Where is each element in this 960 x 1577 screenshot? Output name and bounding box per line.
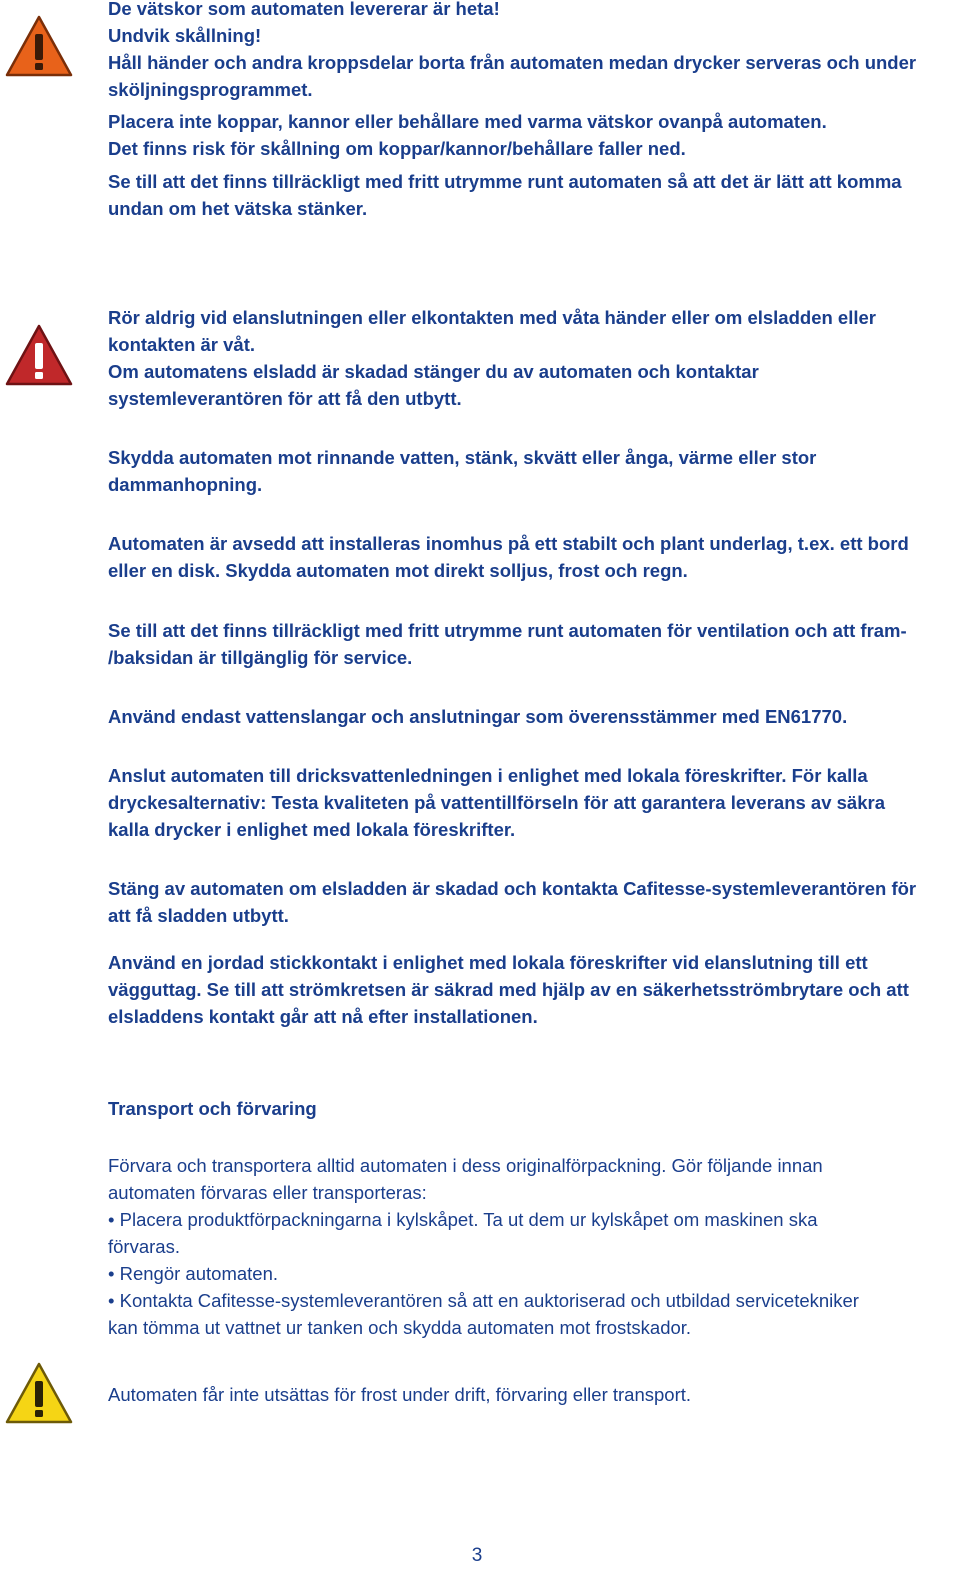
text-line: förvaras. — [108, 1236, 180, 1257]
text-line: dryckesalternativ: Testa kvaliteten på vattentillförseln för att garantera leverans av säkra — [108, 792, 885, 813]
text-line: att få sladden utbytt. — [108, 905, 289, 926]
text-line: Se till att det finns tillräckligt med fritt utrymme runt automaten så att det är lätt att komma — [108, 171, 902, 192]
protect-paragraph — [108, 444, 956, 498]
hoses-paragraph — [108, 703, 956, 730]
cord-paragraph — [108, 875, 956, 929]
electrical-warning — [108, 304, 956, 412]
text-line: Använd endast vattenslangar och anslutningar som överensstämmer med EN61770. — [108, 706, 848, 727]
list-item: • Kontakta Cafitesse-systemleverantören så att en auktoriserad och utbildad servicetekniker — [108, 1290, 859, 1311]
text-line: Det finns risk för skållning om koppar/kannor/behållare faller ned. — [108, 138, 686, 159]
text-line: automaten förvaras eller transporteras: — [108, 1182, 427, 1203]
text-line: kalla drycker i enlighet med lokala föreskrifter. — [108, 819, 516, 840]
text-line: sköljningsprogrammet. — [108, 79, 313, 100]
install-paragraph — [108, 530, 956, 584]
text-line: eller en disk. Skydda automaten mot direkt solljus, frost och regn. — [108, 560, 688, 581]
text-line: Placera inte koppar, kannor eller behållare med varma vätskor ovanpå automaten. — [108, 111, 827, 132]
text-line: Om automatens elsladd är skadad stänger du av automaten och kontaktar — [108, 361, 759, 382]
section-heading — [108, 1095, 956, 1122]
text-line: Se till att det finns tillräckligt med fritt utrymme runt automaten för ventilation och att fram- — [108, 620, 907, 641]
frost-warning — [108, 1381, 956, 1408]
text-line: Automaten får inte utsättas för frost under drift, förvaring eller transport. — [108, 1384, 692, 1405]
text-line: elsladdens kontakt går att nå efter installationen. — [108, 1006, 538, 1027]
hot-liquid-warning — [108, 0, 956, 103]
ventilation-paragraph — [108, 617, 956, 671]
text-line: systemleverantören för att få den utbytt. — [108, 388, 462, 409]
text-line: undan om het vätska stänker. — [108, 198, 368, 219]
text-line: kontakten är våt. — [108, 334, 256, 355]
text-line: Skydda automaten mot rinnande vatten, stänk, skvätt eller ånga, värme eller stor — [108, 447, 817, 468]
text-line: Automaten är avsedd att installeras inomhus på ett stabilt och plant underlag, t.ex. ett bord — [108, 533, 909, 554]
warning-triangle-yellow-icon — [4, 1361, 74, 1425]
list-item: • Rengör automaten. — [108, 1263, 278, 1284]
text-line: Rör aldrig vid elanslutningen eller elkontakten med våta händer eller om elsladden eller — [108, 307, 876, 328]
transport-heading: Transport och förvaring — [108, 1098, 317, 1119]
text-line: /baksidan är tillgänglig för service. — [108, 647, 413, 668]
list-item: • Placera produktförpackningarna i kylskåpet. Ta ut dem ur kylskåpet om maskinen ska — [108, 1209, 818, 1230]
socket-paragraph — [108, 949, 956, 1030]
cup-warning — [108, 108, 956, 162]
warning-triangle-orange-icon — [4, 14, 74, 78]
text-line: Undvik skållning! — [108, 25, 262, 46]
text-line: Anslut automaten till dricksvattenledningen i enlighet med lokala föreskrifter. För kalla — [108, 765, 868, 786]
text-line: Använd en jordad stickkontakt i enlighet med lokala föreskrifter vid elanslutning till ett — [108, 952, 868, 973]
text-line: Håll händer och andra kroppsdelar borta från automaten medan drycker serveras och under — [108, 52, 917, 73]
space-warning — [108, 168, 956, 222]
text-line: Stäng av automaten om elsladden är skadad och kontakta Cafitesse-systemleverantören för — [108, 878, 917, 899]
text-line: kan tömma ut vattnet ur tanken och skydda automaten mot frostskador. — [108, 1317, 692, 1338]
transport-paragraph — [108, 1152, 956, 1341]
warning-triangle-red-icon — [4, 323, 74, 387]
water-paragraph — [108, 762, 956, 843]
text-line: vägguttag. Se till att strömkretsen är säkrad med hjälp av en säkerhetsströmbrytare och att — [108, 979, 909, 1000]
page-number: 3 — [471, 1545, 483, 1566]
text-line: Förvara och transportera alltid automaten i dess originalförpackning. Gör följande innan — [108, 1155, 823, 1176]
text-line: De vätskor som automaten levererar är heta! — [108, 0, 500, 19]
text-line: dammanhopning. — [108, 474, 263, 495]
